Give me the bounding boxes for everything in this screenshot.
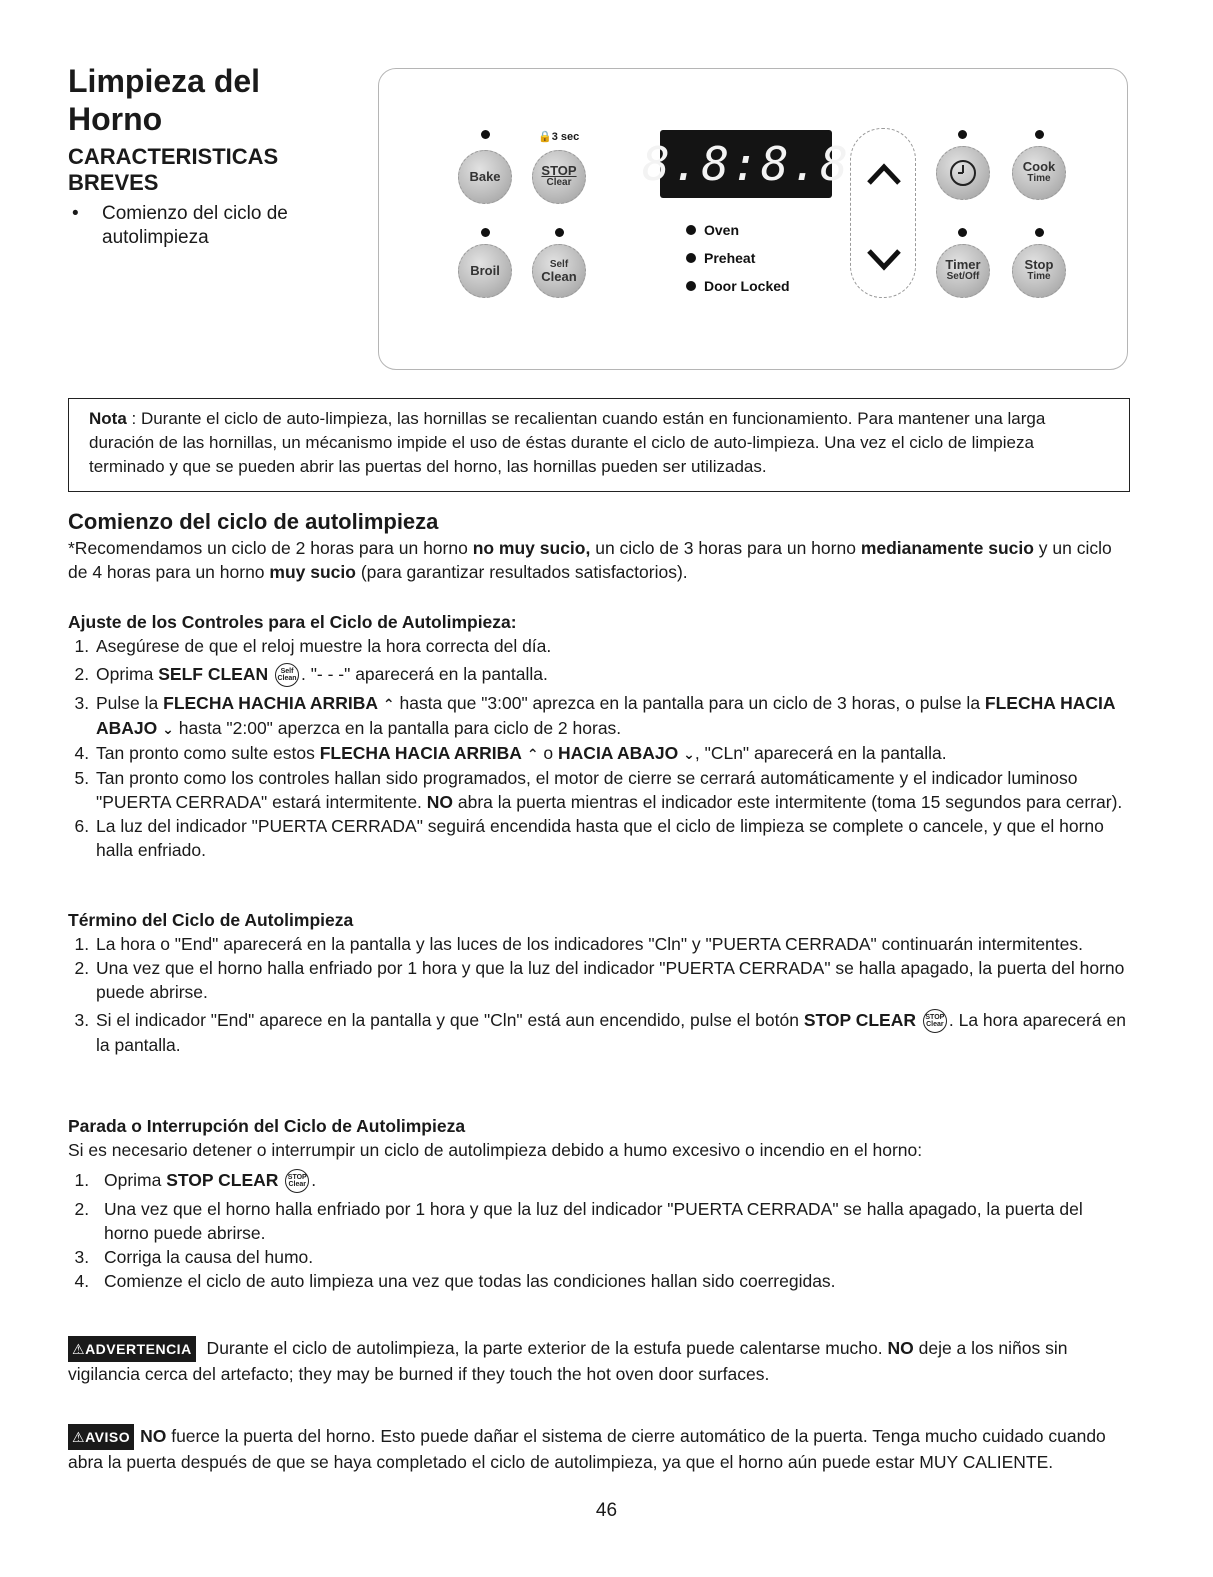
list-item: 1. Asegúrese de que el reloj muestre la hora correcta del día. xyxy=(94,634,1128,658)
note-box xyxy=(68,398,1130,492)
list-item: 4. Comienze el ciclo de auto limpieza una vez que todas las condiciones hallan sido coerregidas. xyxy=(94,1269,1128,1293)
section-heading: Comienzo del ciclo de autolimpieza xyxy=(68,509,439,534)
title-line: Horno xyxy=(68,101,163,137)
title-block xyxy=(68,62,368,250)
up-arrow-icon: ⌃ xyxy=(382,696,395,713)
list-item: 4. Tan pronto como sulte estos FLECHA HACIA ARRIBA ⌃ o HACIA ABAJO ⌄, "CLn" aparecerá en la pantalla. xyxy=(94,741,1128,766)
subtitle-line: BREVES xyxy=(68,170,159,195)
arrow-pad[interactable] xyxy=(850,128,916,298)
clock-icon xyxy=(948,158,978,188)
list-item: 1. Oprima STOP CLEAR STOP Clear . xyxy=(94,1168,1128,1193)
warning-advertencia: ⚠ADVERTENCIA Durante el ciclo de autolimpieza, la parte exterior de la estufa puede calentarse mucho. NO deje a los niños sin vigilancia cerca del artefacto; they may be burned if they touch the hot oven door surfaces. xyxy=(68,1338,1068,1384)
page-number: 46 xyxy=(595,1500,618,1521)
note-label: Nota xyxy=(89,409,127,428)
arrow-pad-graphic xyxy=(851,129,917,299)
down-arrow-icon: ⌄ xyxy=(162,721,174,738)
bullet-text: autolimpieza xyxy=(102,227,209,248)
cook-time-led xyxy=(1035,130,1044,139)
list-item: 6. La luz del indicador "PUERTA CERRADA" seguirá encendida hasta que el ciclo de limpieza se complete o cancele, y que el horno halla enfriado. xyxy=(94,814,1128,862)
lock-indicator: 🔒3 sec xyxy=(538,131,580,143)
bullet-dot: • xyxy=(72,203,79,224)
bullet-text: Comienzo del ciclo de xyxy=(102,203,288,224)
stop-clear-icon: STOP Clear xyxy=(923,1009,947,1033)
end-steps xyxy=(68,932,1128,1057)
clock-button[interactable] xyxy=(936,146,990,200)
title-line: Limpieza del xyxy=(68,63,261,99)
timer-button[interactable]: Timer Set/Off xyxy=(936,244,990,298)
down-arrow-icon xyxy=(869,251,899,267)
indicator-preheat: Preheat xyxy=(686,250,755,266)
page-subtitle xyxy=(68,144,368,196)
subtitle-line: CARACTERISTICAS xyxy=(68,144,279,169)
warning-aviso: ⚠AVISO NO fuerce la puerta del horno. Esto puede dañar el sistema de cierre automático de la puerta. Tenga mucho cuidado cuando abra la puerta después de que se haya completado el ciclo de autolimpieza, ya que el horno aún puede estar MUY CALIENTE. xyxy=(68,1426,1106,1472)
list-item: 3. Pulse la FLECHA HACHIA ARRIBA ⌃ hasta que "3:00" aprezca en la pantalla para un ciclo de 3 horas, o pulse la FLECHA HACIA ABAJO ⌄ hasta "2:00" aperzca en la pantalla para ciclo de 2 horas. xyxy=(94,691,1128,741)
lock-icon: 🔒 xyxy=(538,131,552,143)
stop-time-led xyxy=(1035,228,1044,237)
stop-intro: Si es necesario detener o interrumpir un ciclo de autolimpieza debido a humo excesivo o incendio en el horno: xyxy=(68,1140,923,1160)
intro-paragraph: *Recomendamos un ciclo de 2 horas para un horno no muy sucio, un ciclo de 3 horas para un horno medianamente sucio y un ciclo de 4 horas para un horno muy sucio (para garantizar resultados satisfactorios). xyxy=(68,538,1112,582)
list-item: 1. La hora o "End" aparecerá en la pantalla y las luces de los indicadores "Cln" y "PUERTA CERRADA" continuarán intermitentes. xyxy=(94,932,1128,956)
up-arrow-icon: ⌃ xyxy=(526,746,539,763)
warning-triangle-icon: ⚠ xyxy=(72,1429,86,1445)
stop-clear-icon: STOP Clear xyxy=(285,1169,309,1193)
stop-time-button[interactable]: Stop Time xyxy=(1012,244,1066,298)
setup-section xyxy=(68,610,1128,862)
subsection-heading: Ajuste de los Controles para el Ciclo de Autolimpieza: xyxy=(68,612,517,632)
indicator-door-locked: Door Locked xyxy=(686,278,790,294)
down-arrow-icon: ⌄ xyxy=(683,746,695,763)
broil-led xyxy=(481,228,490,237)
end-section xyxy=(68,908,1128,1057)
caution-badge: ⚠AVISO xyxy=(68,1424,134,1450)
page-title xyxy=(68,62,368,138)
broil-button[interactable]: Broil xyxy=(458,244,512,298)
clock-led xyxy=(958,130,967,139)
list-item: 3. Si el indicador "End" aparece en la pantalla y que "Cln" está aun encendido, pulse el botón STOP CLEAR STOP Clear . La hora aparecerá en la pantalla. xyxy=(94,1008,1128,1057)
control-panel-illustration xyxy=(378,68,1128,370)
subsection-heading: Parada o Interrupción del Ciclo de Autolimpieza xyxy=(68,1116,466,1136)
self-clean-icon: Self Clean xyxy=(275,663,299,687)
oven-display: 8.8:8.8 xyxy=(660,130,832,198)
stop-steps xyxy=(68,1168,1128,1293)
list-item: 5. Tan pronto como los controles hallan sido programados, el motor de cierre se cerrará automáticamente y el indicador luminoso "PUERTA CERRADA" estará intermitente. NO abra la puerta mientras el indicador este intermitente (toma 15 segundos para cerrar). xyxy=(94,766,1128,814)
cook-time-button[interactable]: Cook Time xyxy=(1012,146,1066,200)
timer-led xyxy=(958,228,967,237)
note-text: : Durante el ciclo de auto-limpieza, las hornillas se recalientan cuando están en funcionamiento. Para mantener una larga duración de las hornillas, un mécanismo impide el uso de éstas durante el ciclo de auto-limpieza. Una vez el ciclo de limpieza terminado y que se pueden abrir las puertas del horno, las hornillas pueden ser utilizadas. xyxy=(89,409,1046,476)
self-clean-button[interactable]: Self Clean xyxy=(532,244,586,298)
bake-button[interactable]: Bake xyxy=(458,150,512,204)
list-item: 2. Una vez que el horno halla enfriado por 1 hora y que la luz del indicador "PUERTA CERRADA" se halla apagado, la puerta del horno puede abrirse. xyxy=(94,956,1128,1004)
intro-section xyxy=(68,508,1128,584)
bake-led xyxy=(481,130,490,139)
list-item: 2. Oprima SELF CLEAN Self Clean . "- - -" aparecerá en la pantalla. xyxy=(94,662,1128,687)
feature-bullet xyxy=(68,202,368,250)
subsection-heading: Término del Ciclo de Autolimpieza xyxy=(68,910,354,930)
stop-clear-button[interactable]: STOP Clear xyxy=(532,150,586,204)
warning-badge: ⚠ADVERTENCIA xyxy=(68,1336,196,1362)
list-item: 2. Una vez que el horno halla enfriado por 1 hora y que la luz del indicador "PUERTA CERRADA" se halla apagado, la puerta del horno puede abrirse. xyxy=(94,1197,1128,1245)
list-item: 3. Corriga la causa del humo. xyxy=(94,1245,1128,1269)
setup-steps xyxy=(68,634,1128,862)
up-arrow-icon xyxy=(869,167,899,183)
stop-section xyxy=(68,1114,1128,1293)
warning-triangle-icon: ⚠ xyxy=(72,1341,86,1357)
self-clean-led xyxy=(555,228,564,237)
indicator-oven: Oven xyxy=(686,222,739,238)
